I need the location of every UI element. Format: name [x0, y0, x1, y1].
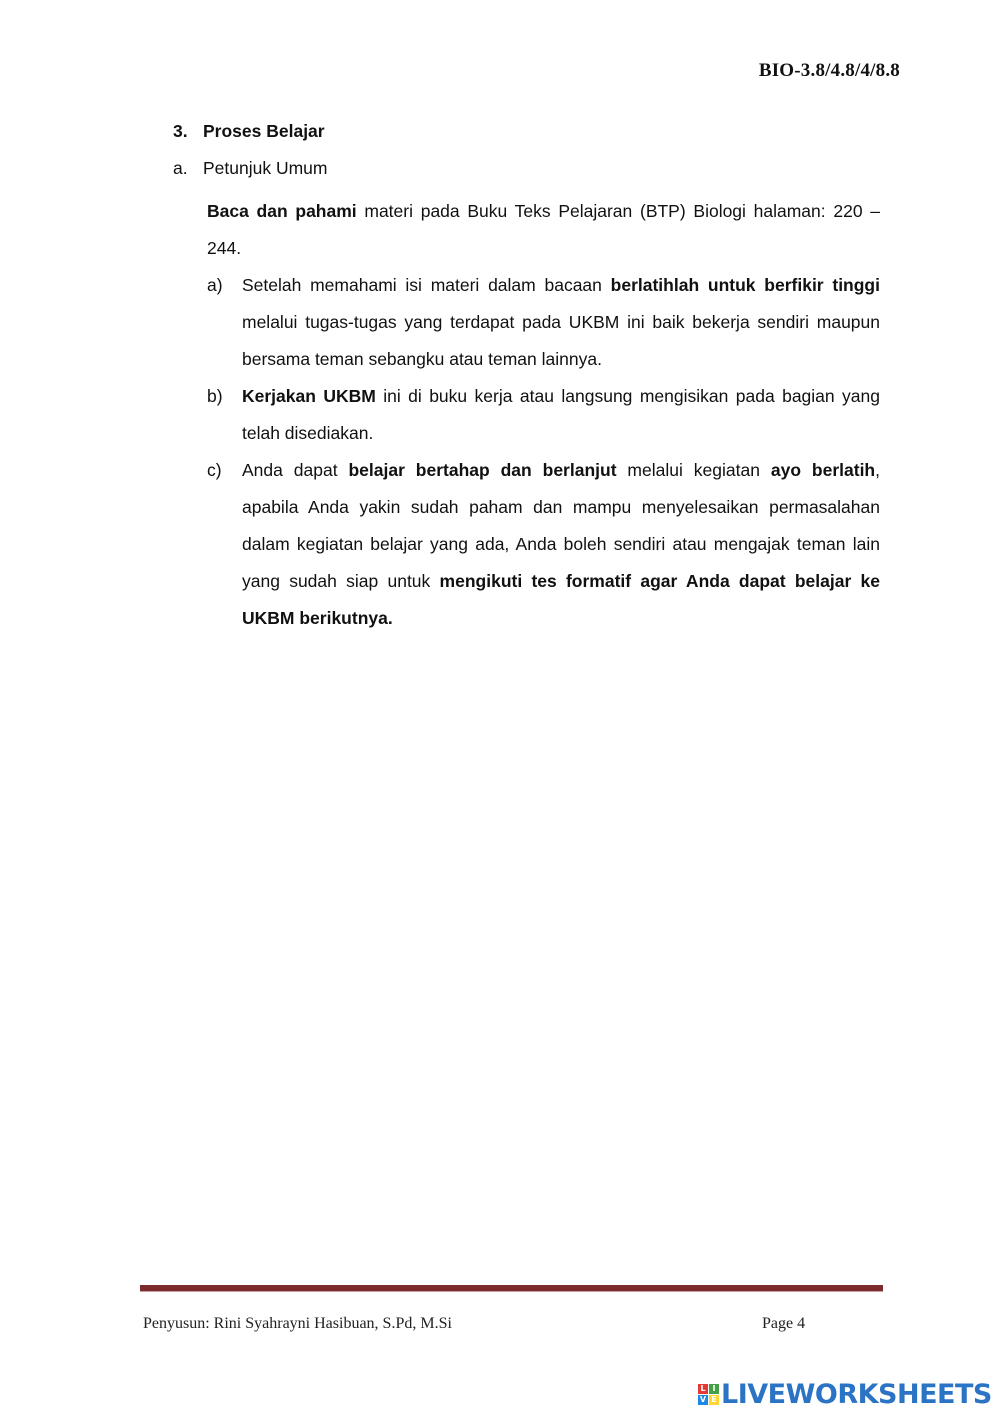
text-run: ini di buku kerja atau langsung mengisikan pada bagian yang telah disediakan. — [242, 386, 880, 443]
text-run: Anda dapat — [242, 460, 349, 480]
subsection-letter: a. — [173, 158, 188, 178]
list-item-b — [207, 378, 880, 452]
bold-run: berlatihlah untuk berfikir tinggi — [610, 275, 880, 295]
text-run: Setelah memahami isi materi dalam bacaan — [242, 275, 611, 295]
bold-run: ayo berlatih — [770, 460, 876, 480]
intro-text: materi pada Buku Teks Pelajaran (BTP) Biologi halaman: 220 – 244. — [207, 201, 880, 258]
bold-run: Kerjakan UKBM — [242, 386, 376, 406]
liveworksheets-logo[interactable] — [698, 1377, 992, 1411]
intro-paragraph — [207, 193, 880, 267]
section-title: Proses Belajar — [203, 121, 325, 141]
list-item-body — [242, 267, 880, 378]
badge-letter: E — [709, 1395, 719, 1405]
list-marker: a) — [207, 275, 223, 295]
list-item-c — [207, 452, 880, 637]
list-marker: b) — [207, 386, 223, 406]
list-item-body — [242, 378, 880, 452]
list-item-a — [207, 267, 880, 378]
list-item-body — [242, 452, 880, 637]
bold-run: mengikuti tes formatif agar Anda dapat belajar ke UKBM berikutnya. — [242, 571, 880, 628]
footer-author: Penyusun: Rini Syahrayni Hasibuan, S.Pd, M.Si — [143, 1315, 452, 1332]
text-run: , apabila Anda yakin sudah paham dan mampu menyelesaikan permasalahan dalam kegiatan belajar yang ada, Anda boleh sendiri atau mengajak teman lain yang sudah siap untuk — [242, 460, 880, 591]
subsection-title: Petunjuk Umum — [203, 158, 328, 178]
footer-divider — [140, 1285, 883, 1292]
text-run: melalui kegiatan — [616, 460, 771, 480]
subsection-heading — [173, 156, 328, 180]
intro-bold-lead: Baca dan pahami — [207, 201, 357, 221]
live-badge-icon — [698, 1384, 719, 1405]
bold-run: belajar bertahap dan berlanjut — [348, 460, 617, 480]
badge-letter: I — [709, 1384, 719, 1394]
brand-wordmark: LIVEWORKSHEETS — [721, 1378, 992, 1410]
list-marker: c) — [207, 460, 222, 480]
section-number: 3. — [173, 121, 188, 141]
text-run: melalui tugas-tugas yang terdapat pada UKBM ini baik bekerja sendiri maupun bersama teman sebangku atau teman lainnya. — [242, 312, 880, 369]
badge-letter: V — [699, 1394, 707, 1404]
section-heading — [173, 119, 325, 143]
document-code: BIO-3.8/4.8/4/8.8 — [758, 60, 900, 81]
badge-letter: L — [698, 1384, 708, 1394]
page-number: Page 4 — [762, 1315, 806, 1332]
